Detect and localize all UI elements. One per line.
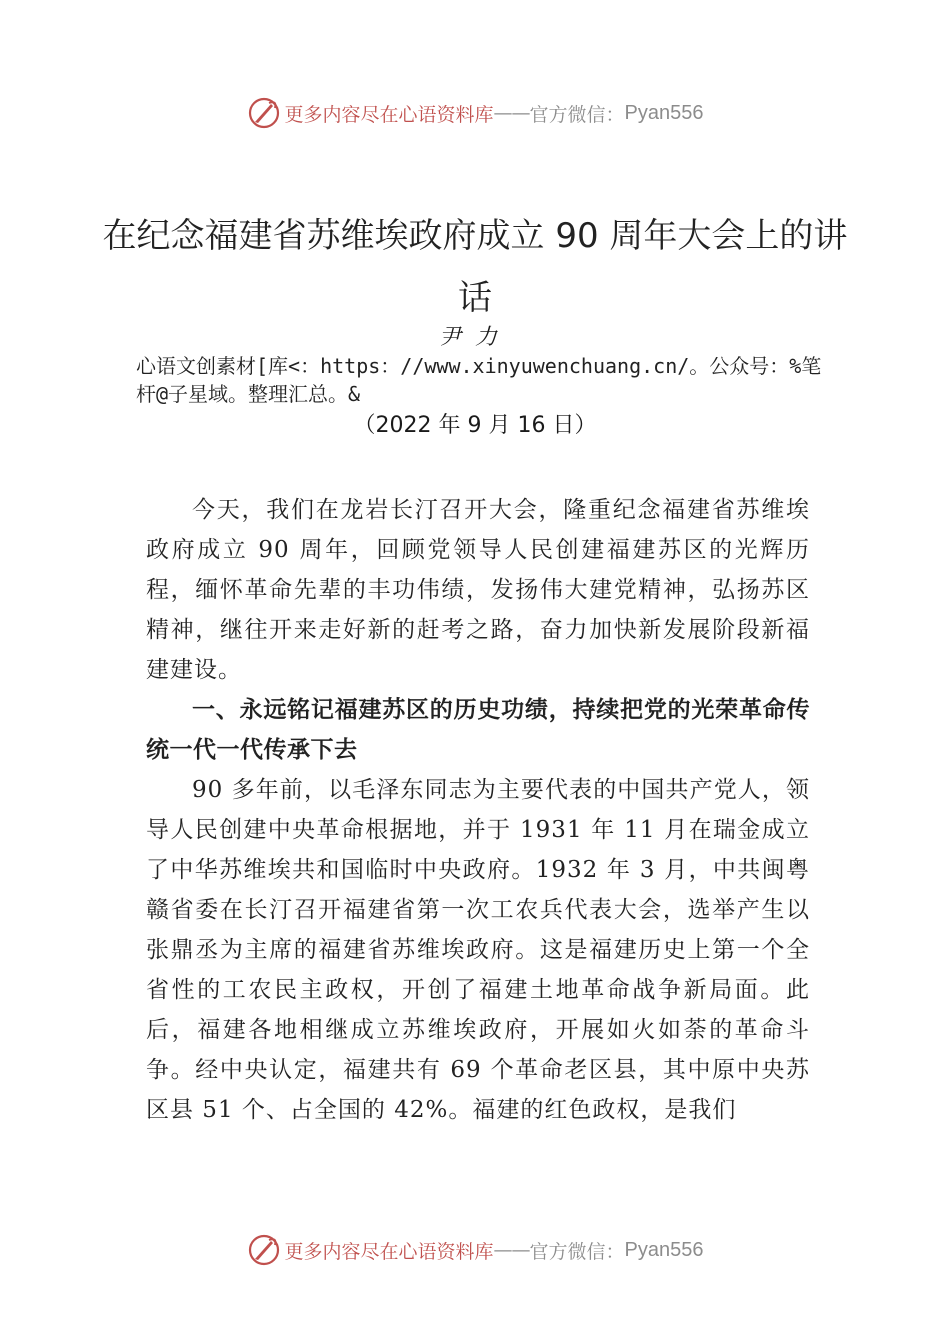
section-paragraph: 90 多年前，以毛泽东同志为主要代表的中国共产党人，领导人民创建中央革命根据地，并于 1931 年 11 月在瑞金成立了中华苏维埃共和国临时中央政府。1932 年 3 月，中共闽粤赣省委在长汀召开福建省第一次工农兵代表大会，选举产生以张鼎丞为主席的福建省苏维埃政府。这是福建历史上第一个全省性的工农民主政权，开创了福建土地革命战争新局面。此后，福建各地相继成立苏维埃政府，开展如火如荼的革命斗争。经中央认定，福建共有 69 个革命老区县，其中原中央苏区县 51 个、占全国的 42%。福建的红色政权，是我们 — [146, 777, 810, 1123]
document-date: （2022 年 9 月 16 日） — [353, 413, 597, 438]
banner-account: Pyan556 — [624, 101, 704, 124]
document-body — [146, 490, 810, 1130]
source-note: 心语文创素材[库<：https：//www.xinyuwenchuang.cn/。公众号：%笔杆@子星域。整理汇总。& — [136, 354, 822, 406]
banner-dash: —— — [493, 102, 530, 124]
section-heading: 一、永远铭记福建苏区的历史功绩，持续把党的光荣革命传统一代一代传承下去 — [146, 697, 810, 763]
banner-wechat-label: 官方微信： — [529, 1240, 625, 1263]
banner-dash: —— — [493, 1239, 530, 1261]
document-author: 尹力 — [438, 325, 511, 350]
banner-lead-text: 更多内容尽在心语资料库 — [284, 1240, 494, 1263]
header-watermark-banner — [0, 96, 950, 130]
banner-lead-text: 更多内容尽在心语资料库 — [284, 103, 494, 126]
document-title: 在纪念福建省苏维埃政府成立 90 周年大会上的讲话 — [102, 215, 848, 318]
banner-wechat-label: 官方微信： — [529, 103, 625, 126]
quill-logo-icon — [247, 1233, 281, 1267]
footer-watermark-banner — [0, 1233, 950, 1267]
banner-account: Pyan556 — [624, 1238, 704, 1261]
quill-logo-icon — [247, 96, 281, 130]
intro-paragraph: 今天，我们在龙岩长汀召开大会，隆重纪念福建省苏维埃政府成立 90 周年，回顾党领导人民创建福建苏区的光辉历程，缅怀革命先辈的丰功伟绩，发扬伟大建党精神，弘扬苏区精神，继往开来走好新的赶考之路，奋力加快新发展阶段新福建建设。 — [146, 497, 810, 683]
